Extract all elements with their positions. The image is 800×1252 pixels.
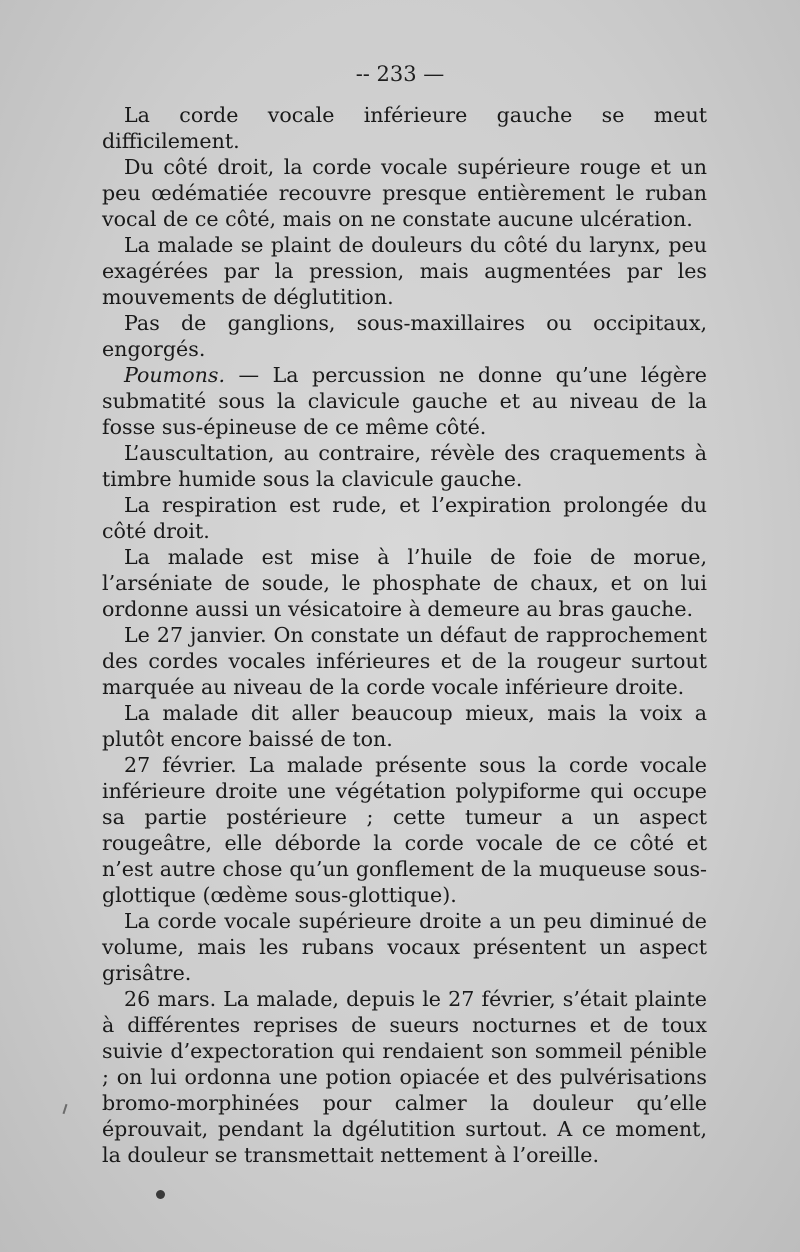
paragraph: La corde vocale supérieure droite a un peu diminué de volume, mais les rubans vocaux présentent un aspect grisâtre. <box>102 909 707 985</box>
paragraph: Pas de ganglions, sous-maxillaires ou occipitaux, engorgés. <box>102 311 707 361</box>
ink-speck <box>156 1190 165 1199</box>
paragraph: 27 février. La malade présente sous la corde vocale inférieure droite une végétation polypiforme qui occupe sa partie postérieure ; cette tumeur a un aspect rougeâtre, elle déborde la corde vocale de ce côté et n’est autre chose qu’un gonflement de la muqueuse sous-glottique (œdème sous-glottique). <box>102 753 707 907</box>
paragraph: La malade se plaint de douleurs du côté du larynx, peu exagérées par la pression, mais augmentées par les mouvements de déglutition. <box>102 233 707 309</box>
body-text <box>102 102 707 1168</box>
paragraph: Le 27 janvier. On constate un défaut de rapprochement des cordes vocales inférieures et de la rougeur surtout marquée au niveau de la corde vocale inférieure droite. <box>102 623 707 699</box>
paragraph-poumons <box>102 362 707 440</box>
page-number: -- 233 — <box>355 62 445 86</box>
paragraph: 26 mars. La malade, depuis le 27 février, s’était plainte à différentes reprises de sueurs nocturnes et de toux suivie d’expectoration qui rendaient son sommeil pénible ; on lui ordonna une potion opiacée et des pulvérisations bromo-morphinées pour calmer la douleur qu’elle éprouvait, pendant la dgélutition surtout. A ce moment, la douleur se transmettait nettement à l’oreille. <box>102 987 707 1167</box>
paragraph-text: — La percussion ne donne qu’une légère submatité sous la clavicule gauche et au niveau de la fosse sus-épineuse de ce même côté. <box>102 363 707 439</box>
paragraph: La malade est mise à l’huile de foie de morue, l’arséniate de soude, le phosphate de chaux, et on lui ordonne aussi un vésicatoire à demeure au bras gauche. <box>102 545 707 621</box>
margin-mark <box>63 1104 68 1114</box>
paragraph: La corde vocale inférieure gauche se meut difficilement. <box>102 103 707 153</box>
paragraph: L’auscultation, au contraire, révèle des craquements à timbre humide sous la clavicule gauche. <box>102 441 707 491</box>
section-lead: Poumons. <box>124 363 225 387</box>
paragraph: La respiration est rude, et l’expiration prolongée du côté droit. <box>102 493 707 543</box>
paragraph: La malade dit aller beaucoup mieux, mais la voix a plutôt encore baissé de ton. <box>102 701 707 751</box>
paragraph: Du côté droit, la corde vocale supérieure rouge et un peu œdématiée recouvre presque entièrement le ruban vocal de ce côté, mais on ne constate aucune ulcération. <box>102 155 707 231</box>
